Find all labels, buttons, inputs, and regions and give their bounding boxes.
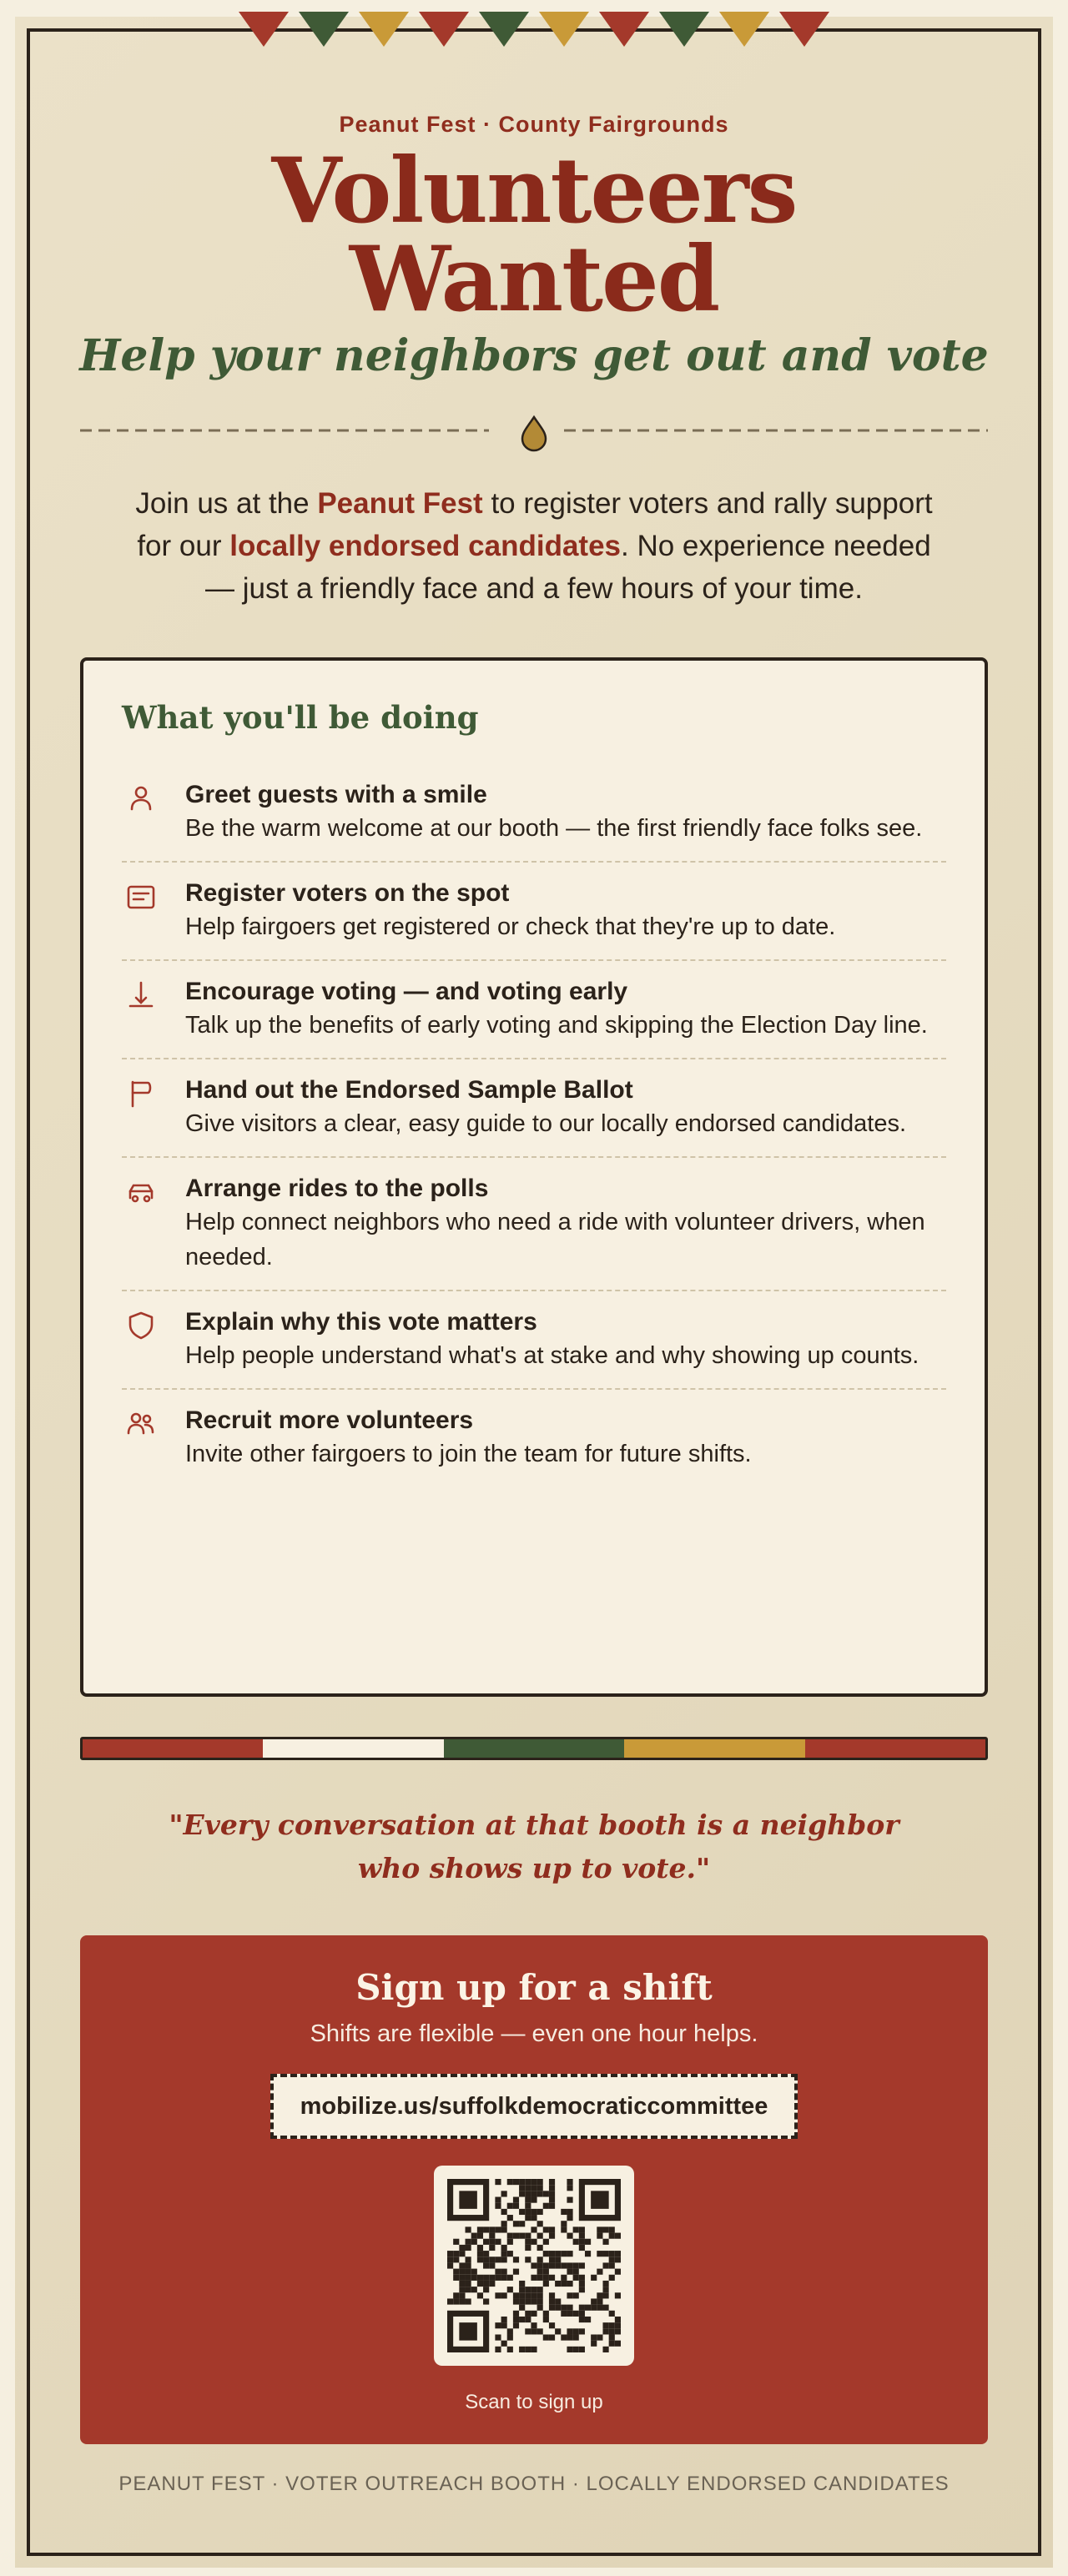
flag-icon (125, 1078, 157, 1109)
task-description: Help connect neighbors who need a ride with volunteer drivers, when needed. (185, 1209, 925, 1270)
drop-icon (522, 417, 546, 450)
car-icon (125, 1176, 157, 1208)
qr-code[interactable] (434, 2166, 634, 2366)
color-stripe (80, 1737, 988, 1760)
task-description: Help fairgoers get registered or check that they're up to date. (185, 913, 836, 940)
peanut-divider (80, 412, 988, 454)
task-title: Greet guests with a smile (185, 781, 487, 808)
intro-paragraph: Join us at the Peanut Fest to register voters and rally support for our locally endorsed candidates. No experience needed — just a friendly face and a few hours of your time. (135, 487, 933, 605)
shield-icon (125, 1310, 157, 1341)
signup-heading: Sign up for a shift (355, 1967, 713, 2008)
task-description: Be the warm welcome at our booth — the first friendly face folks see. (185, 815, 923, 842)
task-item (122, 1158, 946, 1291)
signup-panel (80, 1935, 988, 2444)
pull-quote: "Every conversation at that booth is a neighbor who shows up to vote." (169, 1809, 899, 1884)
task-description: Invite other fairgoers to join the team for future shifts. (185, 1441, 752, 1467)
task-description: Talk up the benefits of early voting and skipping the Election Day line. (185, 1012, 928, 1039)
people-icon (125, 1408, 157, 1440)
task-item (122, 1291, 946, 1390)
task-item (122, 1390, 946, 1487)
task-title: Encourage voting — and voting early (185, 978, 628, 1005)
signup-subtext: Shifts are flexible — even one hour helps. (310, 2020, 758, 2047)
signup-url-link[interactable]: mobilize.us/suffolkdemocraticcommittee (270, 2074, 798, 2139)
page-title (0, 138, 1068, 332)
task-title: Explain why this vote matters (185, 1308, 537, 1336)
title-line-1: Volunteers (271, 138, 797, 244)
task-title: Hand out the Endorsed Sample Ballot (185, 1076, 633, 1104)
intro-highlight-candidates: locally endorsed candidates (229, 530, 621, 562)
task-item (122, 863, 946, 961)
task-item (122, 1059, 946, 1158)
footer-text: PEANUT FEST · VOTER OUTREACH BOOTH · LOCALLY ENDORSED CANDIDATES (118, 2473, 950, 2495)
bunting-decoration (0, 0, 1068, 50)
task-title: Register voters on the spot (185, 879, 510, 907)
qr-code-icon (447, 2179, 621, 2352)
task-description: Help people understand what's at stake and why showing up counts. (185, 1342, 919, 1369)
task-item (122, 961, 946, 1059)
tasks-card (80, 657, 988, 1697)
task-title: Recruit more volunteers (185, 1406, 474, 1434)
ballot-box-icon (125, 979, 157, 1011)
form-icon (125, 881, 157, 913)
event-eyebrow: Peanut Fest · County Fairgrounds (339, 112, 729, 137)
task-item (122, 764, 946, 863)
intro-highlight-event: Peanut Fest (317, 487, 483, 520)
scan-caption: Scan to sign up (465, 2391, 603, 2413)
title-line-2: Wanted (349, 227, 719, 332)
task-title: Arrange rides to the polls (185, 1175, 489, 1202)
tasks-heading: What you'll be doing (122, 699, 479, 736)
subtitle: Help your neighbors get out and vote (79, 330, 989, 381)
person-icon (125, 782, 157, 814)
task-description: Give visitors a clear, easy guide to our locally endorsed candidates. (185, 1110, 907, 1137)
